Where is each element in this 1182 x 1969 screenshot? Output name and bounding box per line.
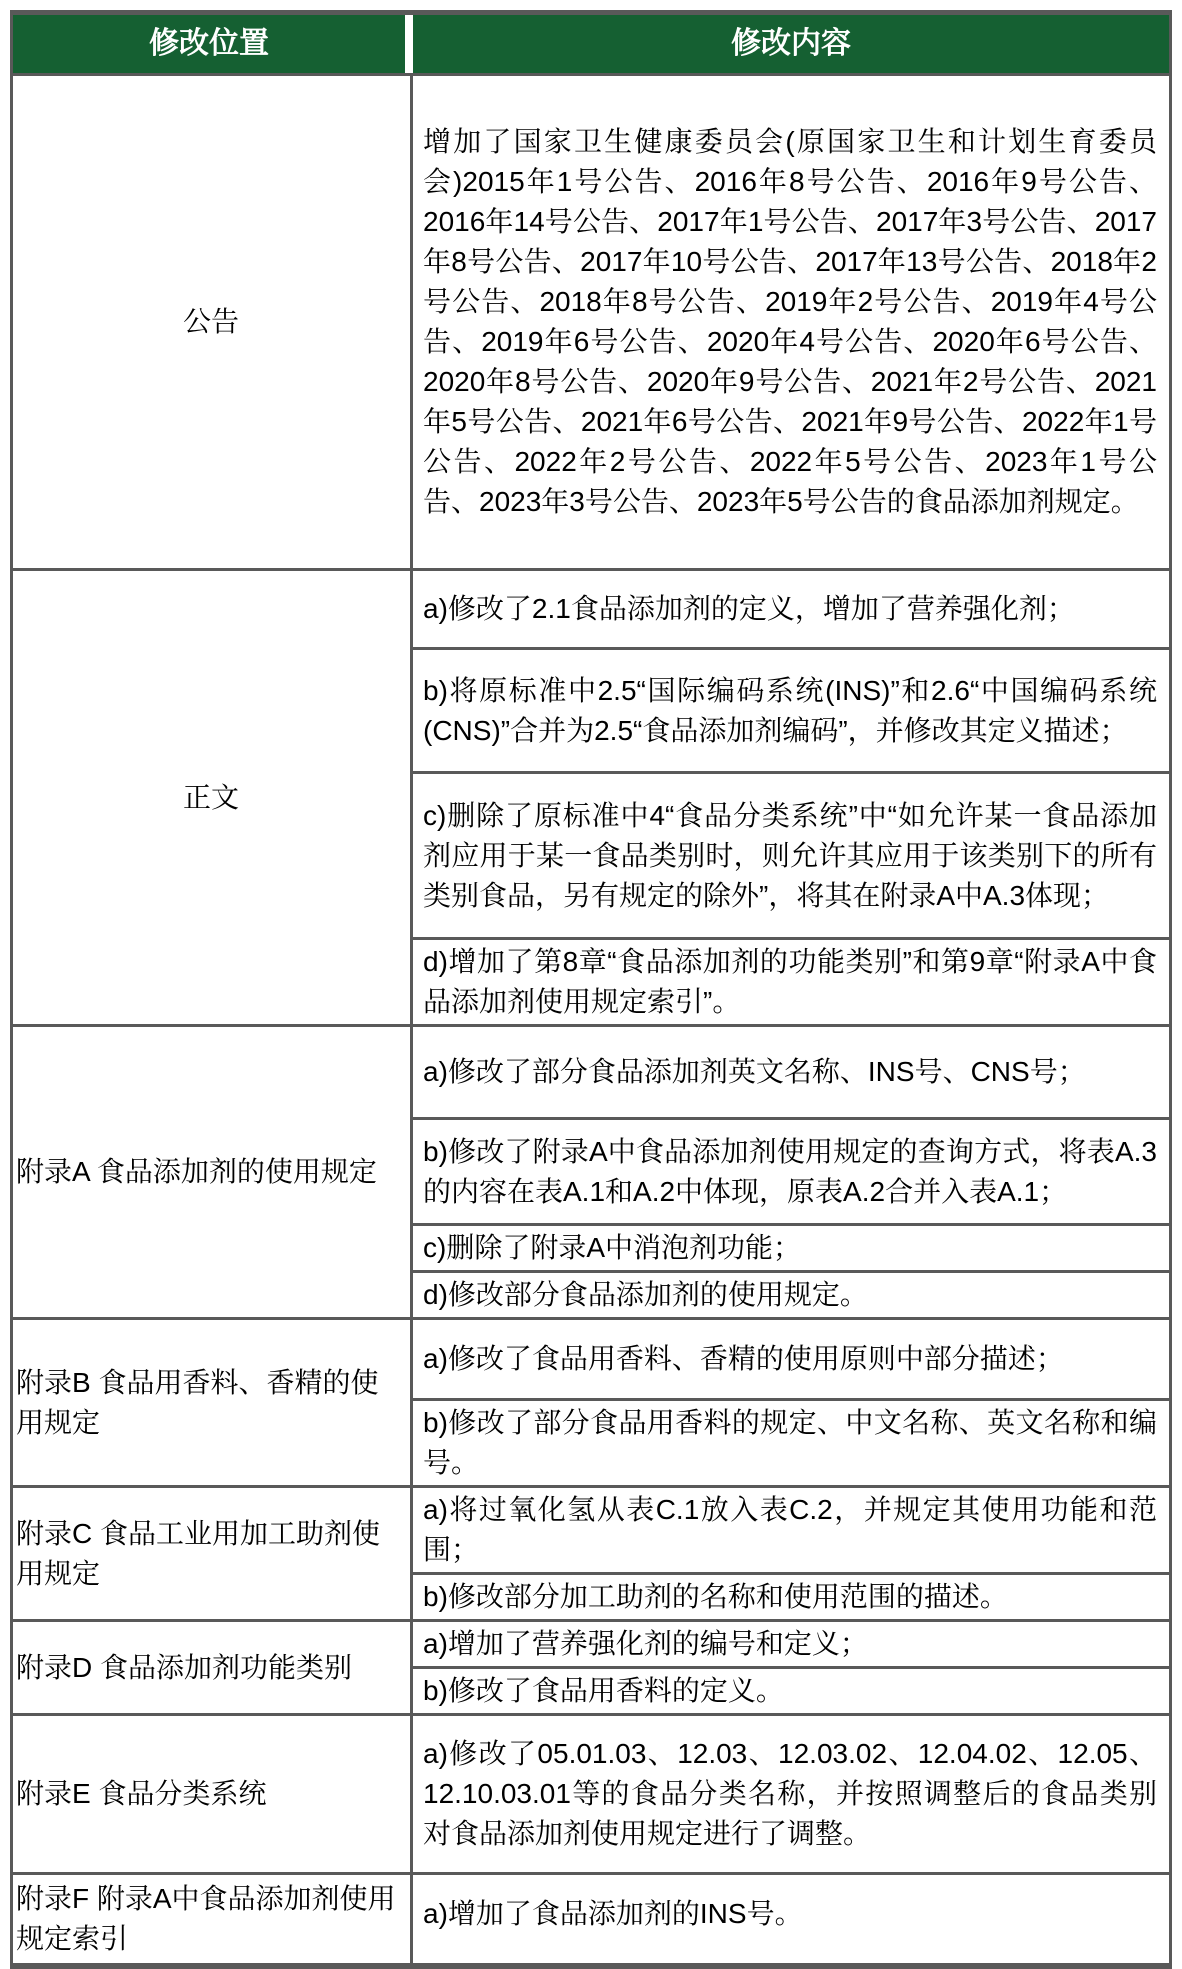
content-cell: c)删除了附录A中消泡剂功能； xyxy=(413,1223,1169,1270)
content-cell: b)修改了食品用香料的定义。 xyxy=(413,1666,1169,1713)
content-cell: a)修改了2.1食品添加剂的定义，增加了营养强化剂； xyxy=(423,593,1075,624)
location-cell: 附录C 食品工业用加工助剂使用规定 xyxy=(13,1488,413,1619)
content-column xyxy=(413,1716,1169,1872)
table-row-appendix-a xyxy=(13,1024,1169,1317)
content-cell: a)增加了食品添加剂的INS号。 xyxy=(423,1898,803,1929)
content-cell: c)删除了原标准中4“食品分类系统”中“如允许某一食品添加剂应用于某一食品类别时，则允许其应用于该类别下的所有类别食品，另有规定的除外”，将其在附录A中A.3体现； xyxy=(413,771,1169,937)
content-cell: d)修改部分食品添加剂的使用规定。 xyxy=(413,1270,1169,1317)
content-cell: a)修改了05.01.03、12.03、12.03.02、12.04.02、12.05、12.10.03.01等的食品分类名称，并按照调整后的食品类别对食品添加剂使用规定进行了调整。 xyxy=(423,1738,1157,1849)
location-cell: 附录F 附录A中食品添加剂使用规定索引 xyxy=(13,1875,413,1963)
table-row-appendix-b xyxy=(13,1317,1169,1485)
content-cell: a)增加了营养强化剂的编号和定义； xyxy=(423,1628,868,1659)
table-row-appendix-e xyxy=(13,1713,1169,1872)
content-cell: b)将原标准中2.5“国际编码系统(INS)”和2.6“中国编码系统(CNS)”合并为2.5“食品添加剂编码”，并修改其定义描述； xyxy=(413,647,1169,771)
content-column xyxy=(413,1622,1169,1713)
table-row-announcements xyxy=(13,73,1169,568)
location-cell: 附录A 食品添加剂的使用规定 xyxy=(13,1027,413,1317)
content-cell: d)增加了第8章“食品添加剂的功能类别”和第9章“附录A中食品添加剂使用规定索引”。 xyxy=(413,937,1169,1024)
table-row-appendix-d xyxy=(13,1619,1169,1713)
content-column xyxy=(413,76,1169,568)
content-cell: a)将过氧化氢从表C.1放入表C.2，并规定其使用功能和范围； xyxy=(423,1494,1157,1565)
content-column xyxy=(413,1488,1169,1619)
content-cell: 增加了国家卫生健康委员会(原国家卫生和计划生育委员会)2015年1号公告、2016年8号公告、2016年9号公告、2016年14号公告、2017年1号公告、2017年3号公告、2017年8号公告、2017年10号公告、2017年13号公告、2018年2号公告、2018年8号公告、2019年2号公告、2019年4号公告、2019年6号公告、2020年4号公告、2020年6号公告、2020年8号公告、2020年9号公告、2021年2号公告、2021年5号公告、2021年6号公告、2021年9号公告、2022年1号公告、2022年2号公告、2022年5号公告、2023年1号公告、2023年3号公告、2023年5号公告的食品添加剂规定。 xyxy=(423,126,1157,517)
content-column xyxy=(413,571,1169,1024)
content-column xyxy=(413,1320,1169,1485)
content-cell: b)修改了附录A中食品添加剂使用规定的查询方式，将表A.3的内容在表A.1和A.2中体现，原表A.2合并入表A.1； xyxy=(413,1117,1169,1223)
table-row-appendix-c xyxy=(13,1485,1169,1619)
content-column xyxy=(413,1875,1169,1963)
content-cell: a)修改了部分食品添加剂英文名称、INS号、CNS号； xyxy=(423,1056,1086,1087)
location-cell: 公告 xyxy=(13,76,413,568)
content-column xyxy=(413,1027,1169,1317)
location-cell: 附录D 食品添加剂功能类别 xyxy=(13,1622,413,1713)
location-cell: 正文 xyxy=(13,571,413,1024)
header-cell-content: 修改内容 xyxy=(413,15,1169,73)
content-cell: b)修改部分加工助剂的名称和使用范围的描述。 xyxy=(413,1572,1169,1619)
header-cell-location: 修改位置 xyxy=(13,15,413,73)
content-cell: b)修改了部分食品用香料的规定、中文名称、英文名称和编号。 xyxy=(413,1398,1169,1485)
table-row-main-text xyxy=(13,568,1169,1024)
table-header-row xyxy=(13,15,1169,73)
modification-table xyxy=(10,10,1172,1969)
location-cell: 附录E 食品分类系统 xyxy=(13,1716,413,1872)
content-cell: a)修改了食品用香料、香精的使用原则中部分描述； xyxy=(423,1343,1064,1374)
location-cell: 附录B 食品用香料、香精的使用规定 xyxy=(13,1320,413,1485)
table-row-appendix-f xyxy=(13,1872,1169,1963)
